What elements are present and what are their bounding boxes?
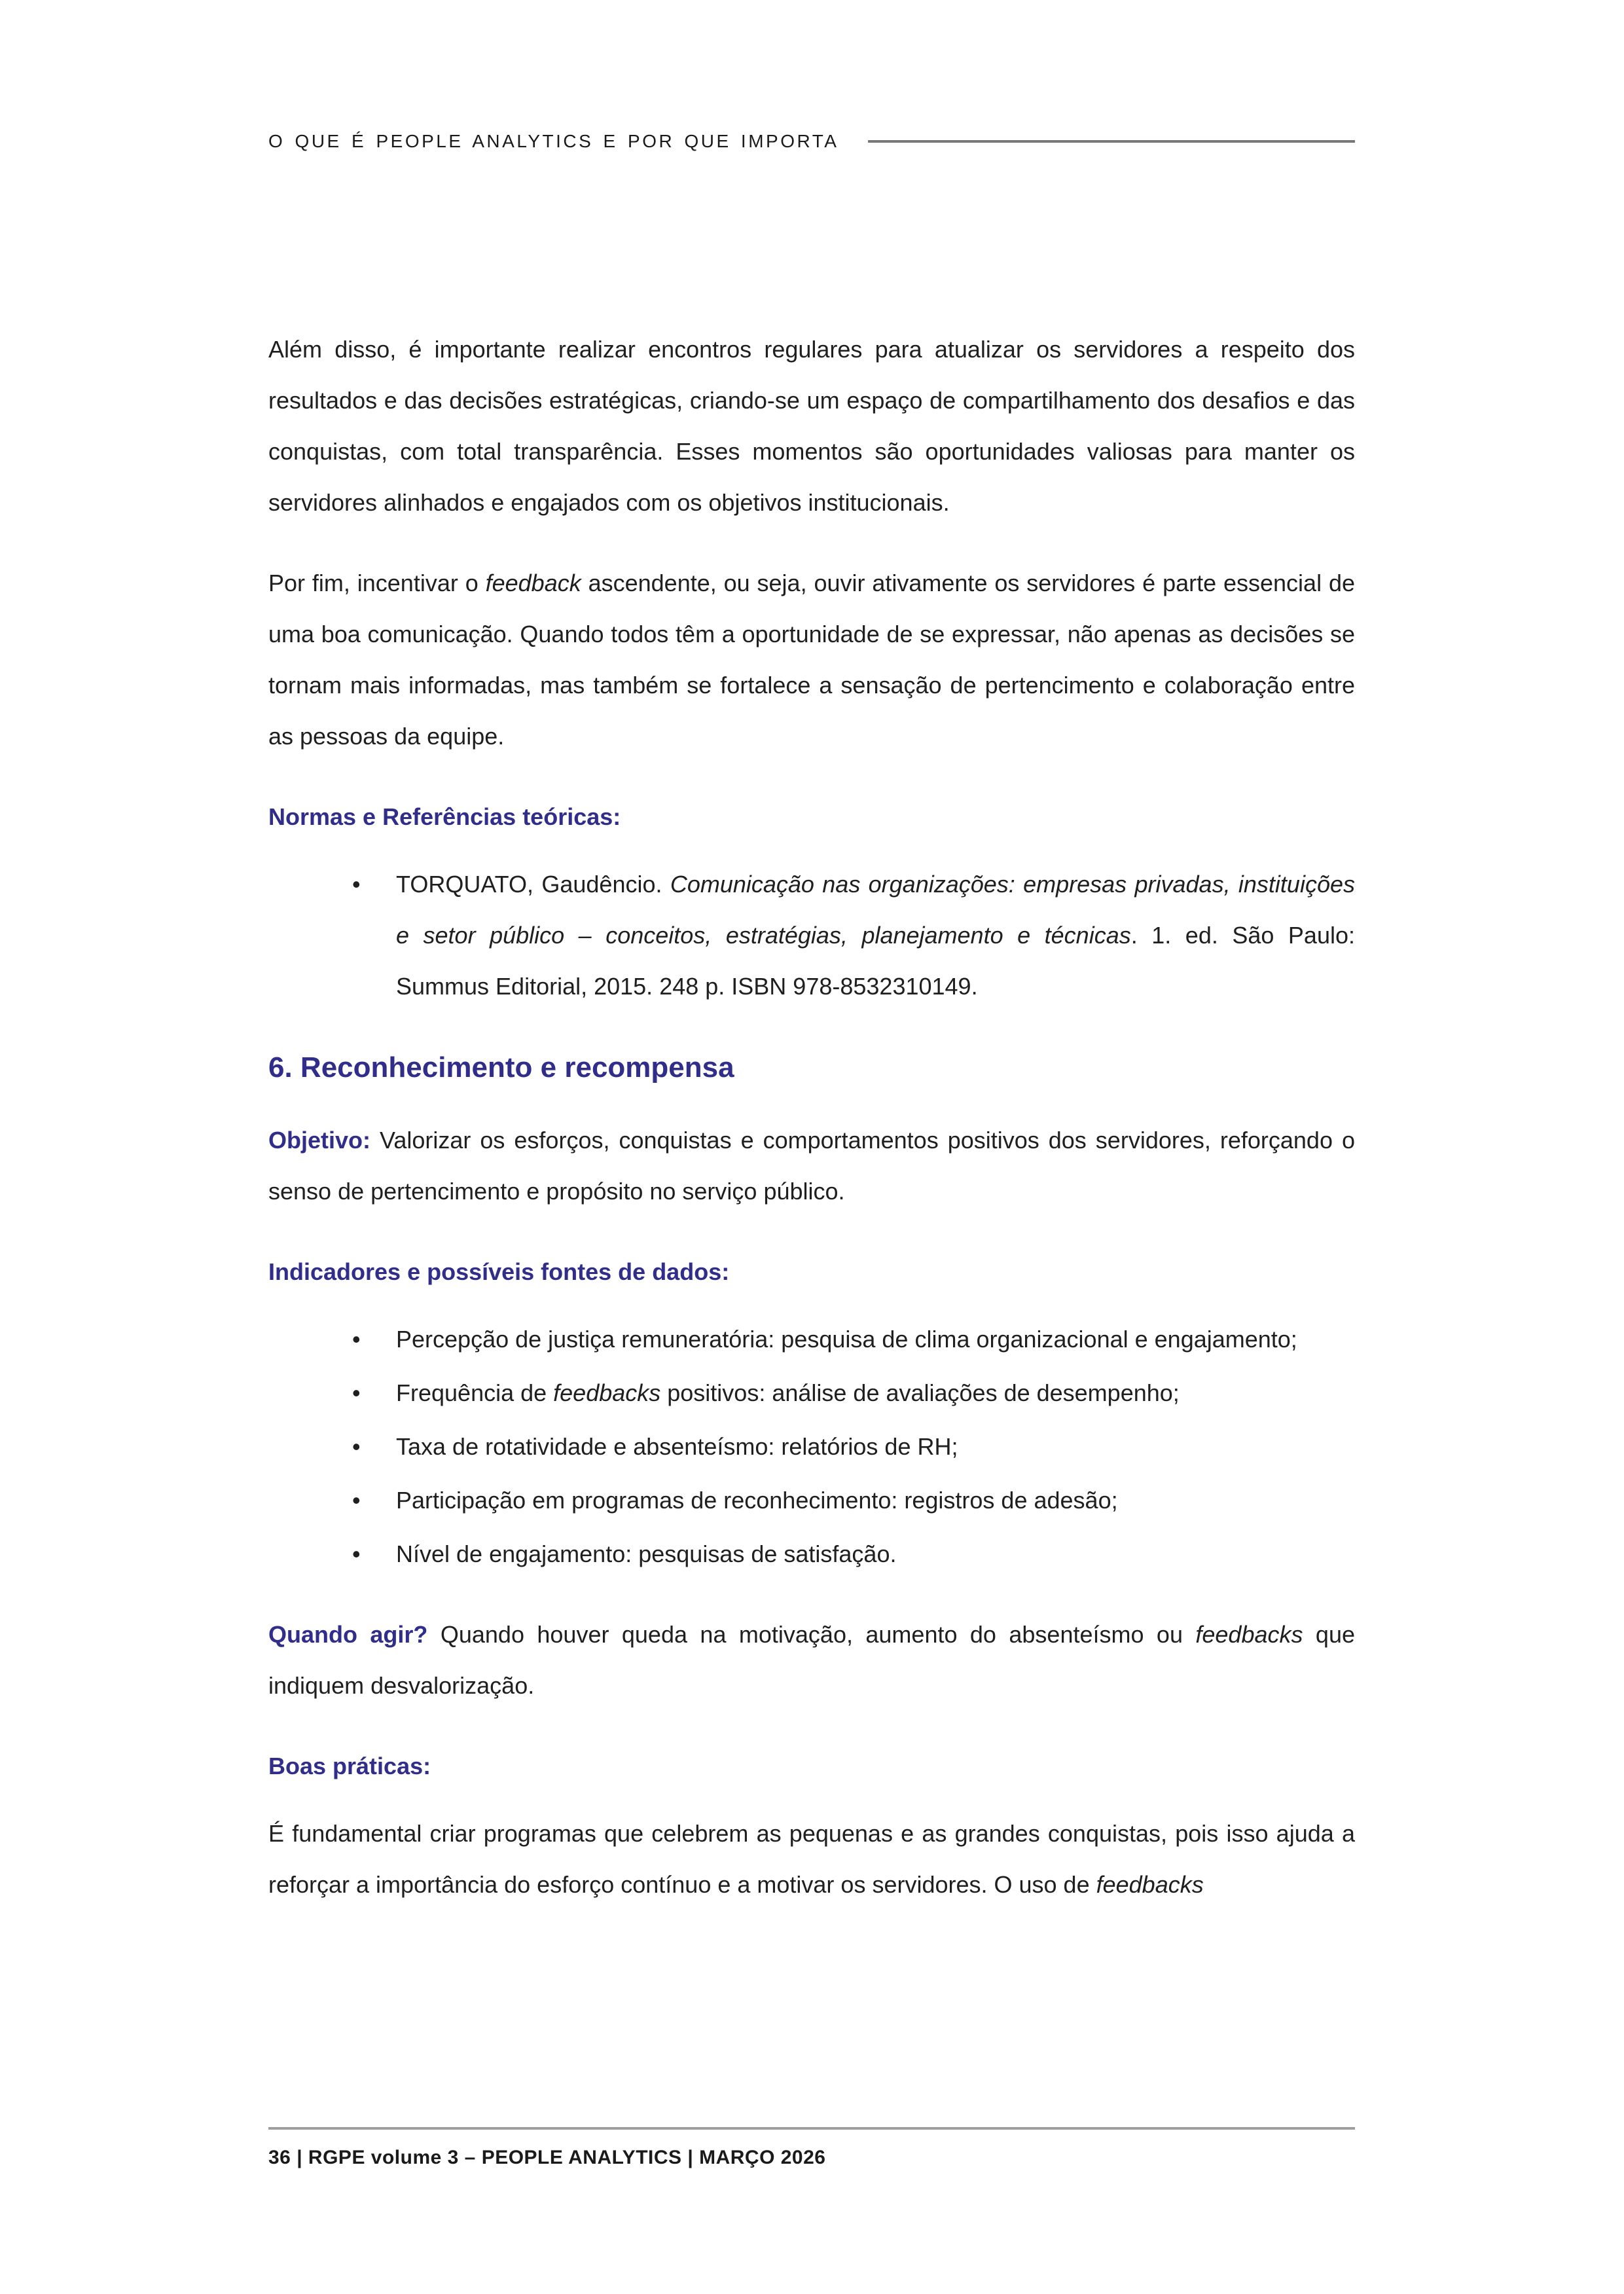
indicator-text: Nível de engajamento: pesquisas de satisfação. xyxy=(396,1540,897,1567)
bullet-marker: • xyxy=(352,1540,361,1567)
page-footer xyxy=(268,2127,1355,2169)
indicator-list-item xyxy=(268,1421,1355,1472)
page-body xyxy=(268,324,1355,1910)
indicator-text: Taxa de rotatividade e absenteísmo: relatórios de RH; xyxy=(396,1433,958,1460)
bullet-marker: • xyxy=(352,1487,361,1514)
references-list xyxy=(268,859,1355,1012)
bullet-marker: • xyxy=(352,1326,361,1353)
bullet-marker: • xyxy=(352,1379,361,1406)
indicators-list xyxy=(268,1314,1355,1580)
indicator-text: Participação em programas de reconhecimento: registros de adesão; xyxy=(396,1487,1118,1514)
reference-list-item xyxy=(268,859,1355,1012)
paragraph-objetivo: Objetivo: Valorizar os esforços, conquistas e comportamentos positivos dos servidores, reforçando o senso de pertencimento e propósito no serviço público. xyxy=(268,1127,1355,1205)
document-page xyxy=(0,128,1624,2294)
heading-indicadores: Indicadores e possíveis fontes de dados: xyxy=(268,1258,730,1285)
paragraph-feedback-ascendente: Por fim, incentivar o feedback ascendente, ou seja, ouvir ativamente os servidores é parte essencial de uma boa comunicação. Quando todos têm a oportunidade de se expressar, não apenas as decisões se tornam mais informadas, mas também se fortalece a sensação de pertencimento e colaboração entre as pessoas da equipe. xyxy=(268,570,1355,750)
header-rule xyxy=(868,140,1355,143)
page-header xyxy=(268,128,1355,155)
section-heading-reconhecimento: 6. Reconhecimento e recompensa xyxy=(268,1051,734,1083)
paragraph-boas-praticas: É fundamental criar programas que celebrem as pequenas e as grandes conquistas, pois isso ajuda a reforçar a importância do esforço contínuo e a motivar os servidores. O uso de feedbacks xyxy=(268,1820,1355,1898)
indicator-list-item xyxy=(268,1475,1355,1526)
indicator-list-item xyxy=(268,1368,1355,1419)
indicator-list-item xyxy=(268,1529,1355,1580)
indicator-list-item xyxy=(268,1314,1355,1365)
bullet-marker: • xyxy=(352,871,361,898)
footer-rule xyxy=(268,2127,1355,2130)
paragraph-quando-agir: Quando agir? Quando houver queda na motivação, aumento do absenteísmo ou feedbacks que indiquem desvalorização. xyxy=(268,1621,1355,1699)
paragraph-encontros-regulares: Além disso, é importante realizar encontros regulares para atualizar os servidores a respeito dos resultados e das decisões estratégicas, criando-se um espaço de compartilhamento dos desafios e das conquistas, com total transparência. Esses momentos são oportunidades valiosas para manter os servidores alinhados e engajados com os objetivos institucionais. xyxy=(268,336,1355,516)
indicator-text: Frequência de feedbacks positivos: análise de avaliações de desempenho; xyxy=(396,1379,1180,1406)
indicator-text: Percepção de justiça remuneratória: pesquisa de clima organizacional e engajamento; xyxy=(396,1326,1297,1353)
running-header-title: O QUE É PEOPLE ANALYTICS E POR QUE IMPORTA xyxy=(268,131,839,151)
heading-normas-referencias: Normas e Referências teóricas: xyxy=(268,803,621,830)
page-footer-text: 36 | RGPE volume 3 – PEOPLE ANALYTICS | MARÇO 2026 xyxy=(268,2147,826,2168)
bullet-marker: • xyxy=(352,1433,361,1460)
reference-text: TORQUATO, Gaudêncio. Comunicação nas organizações: empresas privadas, instituições e setor público – conceitos, estratégias, planejamento e técnicas. 1. ed. São Paulo: Summus Editorial, 2015. 248 p. ISBN 978-8532310149. xyxy=(396,871,1356,1000)
heading-boas-praticas: Boas práticas: xyxy=(268,1753,431,1779)
